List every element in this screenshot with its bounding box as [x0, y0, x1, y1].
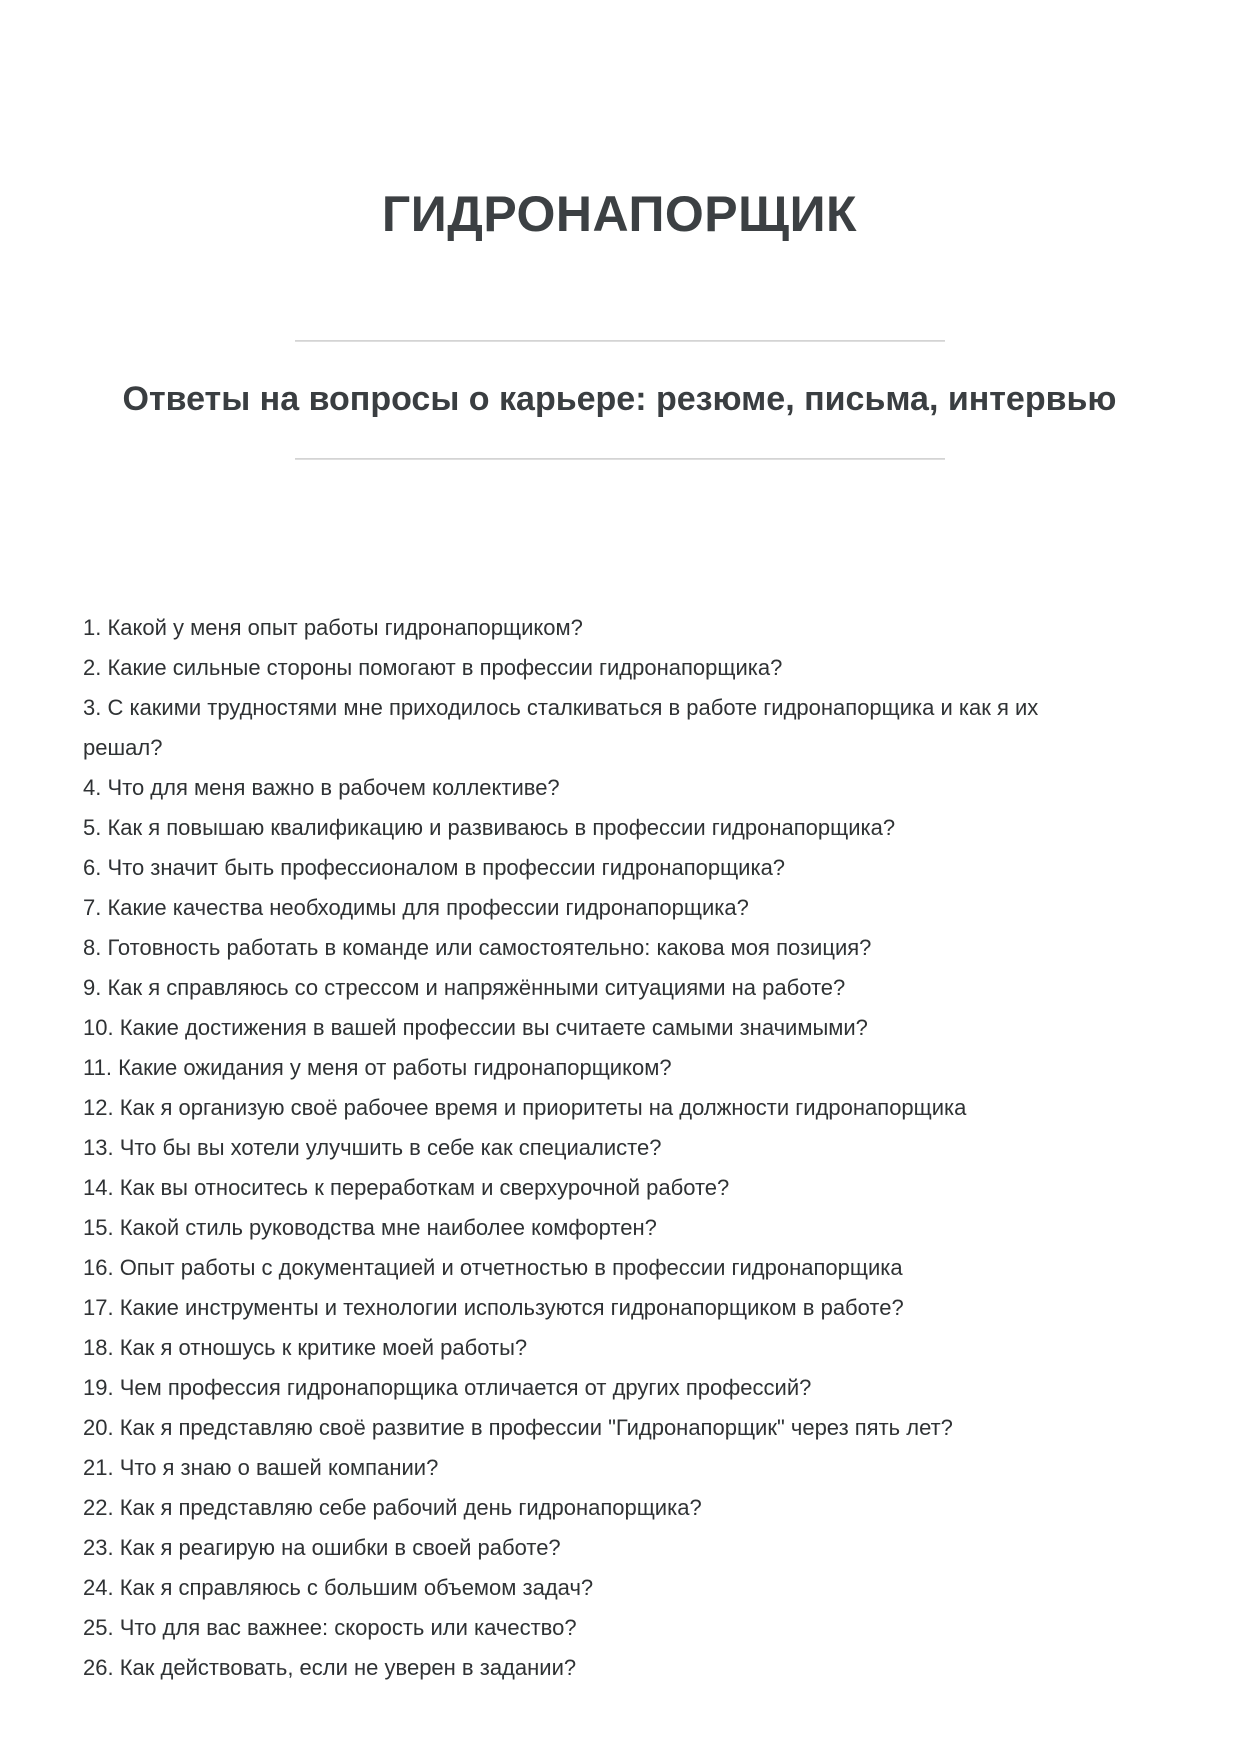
- question-item: 13. Что бы вы хотели улучшить в себе как специалисте?: [83, 1135, 662, 1160]
- question-item: 26. Как действовать, если не уверен в задании?: [83, 1655, 577, 1680]
- question-item: 22. Как я представляю себе рабочий день гидронапорщика?: [83, 1495, 702, 1520]
- question-item: 1. Какой у меня опыт работы гидронапорщиком?: [83, 615, 583, 640]
- question-item: 5. Как я повышаю квалификацию и развиваюсь в профессии гидронапорщика?: [83, 815, 896, 840]
- question-item: 24. Как я справляюсь с большим объемом задач?: [83, 1575, 594, 1600]
- question-item: 21. Что я знаю о вашей компании?: [83, 1455, 439, 1480]
- question-item: 9. Как я справляюсь со стрессом и напряжёнными ситуациями на работе?: [83, 975, 846, 1000]
- question-item: 17. Какие инструменты и технологии используются гидронапорщиком в работе?: [83, 1295, 904, 1320]
- question-item: 3. С какими трудностями мне приходилось сталкиваться в работе гидронапорщика и как я их решал?: [83, 695, 1039, 760]
- divider-below-subtitle: [295, 458, 945, 460]
- question-item: 7. Какие качества необходимы для профессии гидронапорщика?: [83, 895, 749, 920]
- questions-list: [83, 608, 1123, 1688]
- page-title: ГИДРОНАПОРЩИК: [381, 186, 858, 242]
- question-item: 19. Чем профессия гидронапорщика отличается от других профессий?: [83, 1375, 812, 1400]
- question-item: 8. Готовность работать в команде или самостоятельно: какова моя позиция?: [83, 935, 872, 960]
- divider-above-subtitle: [295, 340, 945, 342]
- question-item: 2. Какие сильные стороны помогают в профессии гидронапорщика?: [83, 655, 783, 680]
- question-item: 18. Как я отношусь к критике моей работы?: [83, 1335, 528, 1360]
- question-item: 16. Опыт работы с документацией и отчетностью в профессии гидронапорщика: [83, 1255, 903, 1280]
- question-item: 4. Что для меня важно в рабочем коллективе?: [83, 775, 560, 800]
- question-item: 10. Какие достижения в вашей профессии вы считаете самыми значимыми?: [83, 1015, 868, 1040]
- question-item: 23. Как я реагирую на ошибки в своей работе?: [83, 1535, 561, 1560]
- question-item: 14. Как вы относитесь к переработкам и сверхурочной работе?: [83, 1175, 730, 1200]
- page-subtitle: Ответы на вопросы о карьере: резюме, письма, интервью: [122, 380, 1117, 418]
- question-item: 15. Какой стиль руководства мне наиболее комфортен?: [83, 1215, 657, 1240]
- question-item: 25. Что для вас важнее: скорость или качество?: [83, 1615, 577, 1640]
- question-item: 11. Какие ожидания у меня от работы гидронапорщиком?: [83, 1055, 672, 1080]
- question-item: 6. Что значит быть профессионалом в профессии гидронапорщика?: [83, 855, 786, 880]
- question-item: 20. Как я представляю своё развитие в профессии "Гидронапорщик" через пять лет?: [83, 1415, 953, 1440]
- question-item: 12. Как я организую своё рабочее время и приоритеты на должности гидронапорщика: [83, 1095, 967, 1120]
